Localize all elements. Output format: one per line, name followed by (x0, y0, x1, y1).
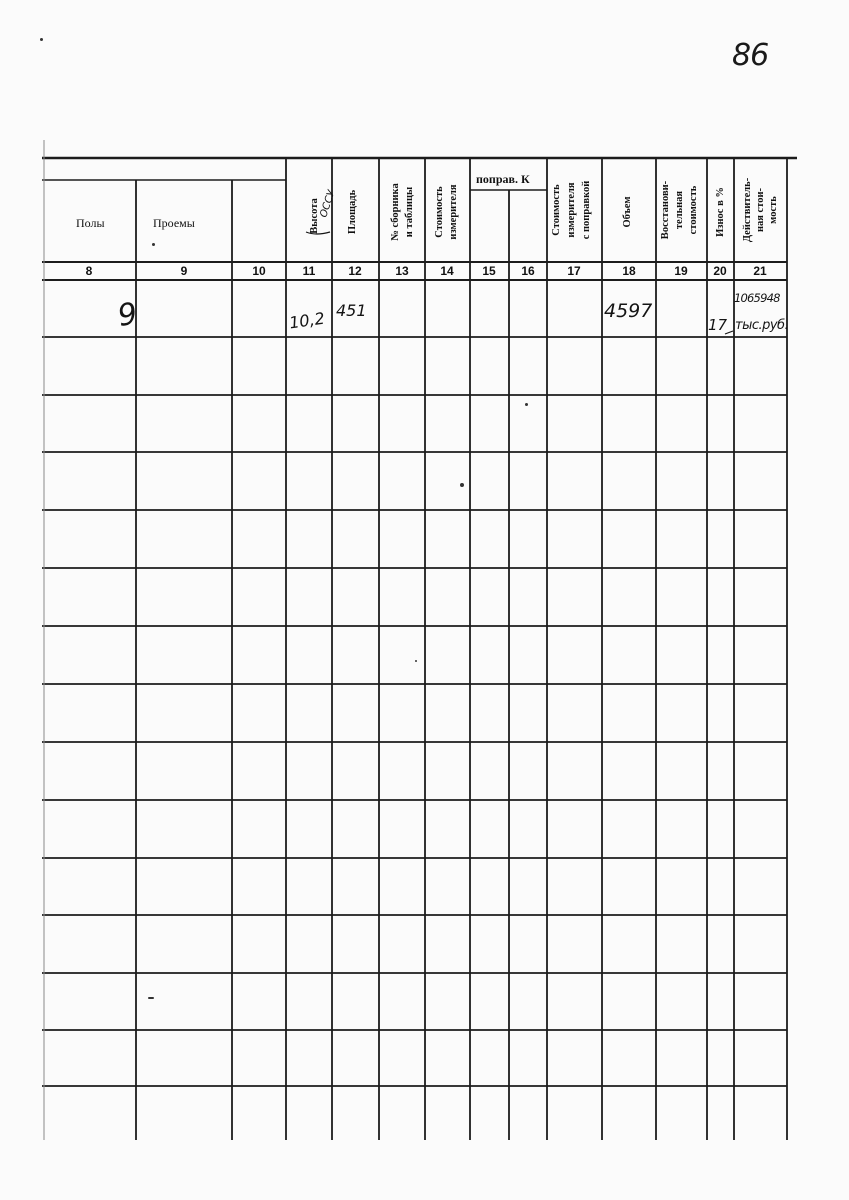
scan-speck (415, 660, 417, 662)
row1-wear-percent: 17 (708, 316, 728, 334)
header-adjusted-cost-line3: с поправкой (581, 180, 592, 240)
page-number: 86 (732, 38, 769, 73)
col-num-11: 11 (302, 264, 316, 278)
scan-speck (152, 243, 155, 246)
header-replacement-cost-line1: Восстанови- (660, 180, 671, 240)
col-num-12: 12 (348, 264, 362, 278)
col-num-18: 18 (622, 264, 636, 278)
row1-floors: 9 (115, 296, 141, 334)
scan-speck (460, 483, 464, 487)
header-unit-cost-line1: Стоимость (434, 186, 445, 238)
col-num-13: 13 (395, 264, 409, 278)
header-collection-table-line1: № сборника (390, 183, 401, 241)
scan-speck (525, 403, 528, 406)
header-correction-k: поправ. К (476, 172, 530, 186)
header-replacement-cost-line2: тельная (674, 190, 685, 230)
header-actual-value-line3: мость (768, 196, 779, 224)
col-num-19: 19 (674, 264, 688, 278)
col-num-17: 17 (567, 264, 581, 278)
row1-height: 10,2 (287, 308, 326, 333)
header-adjusted-cost-line2: измерителя (566, 182, 577, 238)
row1-height-note: ОССУ (318, 188, 338, 219)
scan-speck (148, 997, 154, 999)
row1-volume: 4597 (604, 300, 653, 322)
header-unit-cost-line2: измерителя (448, 184, 459, 240)
header-adjusted-cost-line1: Стоимость (551, 184, 562, 236)
header-wear-percent: Износ в % (715, 187, 726, 237)
col-num-9: 9 (180, 264, 188, 278)
row1-actual-value-line2: тыс.руб. (735, 318, 789, 333)
header-replacement-cost-line3: стоимость (688, 185, 699, 235)
header-height: Высота (309, 198, 320, 234)
header-openings: Проемы (153, 216, 195, 230)
header-floors: Полы (76, 216, 105, 230)
row1-area: 451 (336, 301, 367, 320)
table-grid (42, 140, 797, 1140)
header-volume: Объем (622, 196, 633, 228)
col-num-16: 16 (521, 264, 535, 278)
col-num-20: 20 (713, 264, 727, 278)
row1-actual-value-line1: 1065948 (734, 291, 780, 305)
col-num-21: 21 (753, 264, 767, 278)
header-area: Площадь (347, 189, 358, 235)
scan-speck (40, 38, 43, 41)
header-actual-value-line1: Действитель- (742, 177, 753, 243)
header-actual-value-line2: ная стои- (755, 187, 766, 233)
col-num-15: 15 (482, 264, 496, 278)
header-collection-table-line2: и таблицы (404, 186, 415, 238)
col-num-8: 8 (85, 264, 93, 278)
col-num-14: 14 (440, 264, 454, 278)
col-num-10: 10 (252, 264, 266, 278)
